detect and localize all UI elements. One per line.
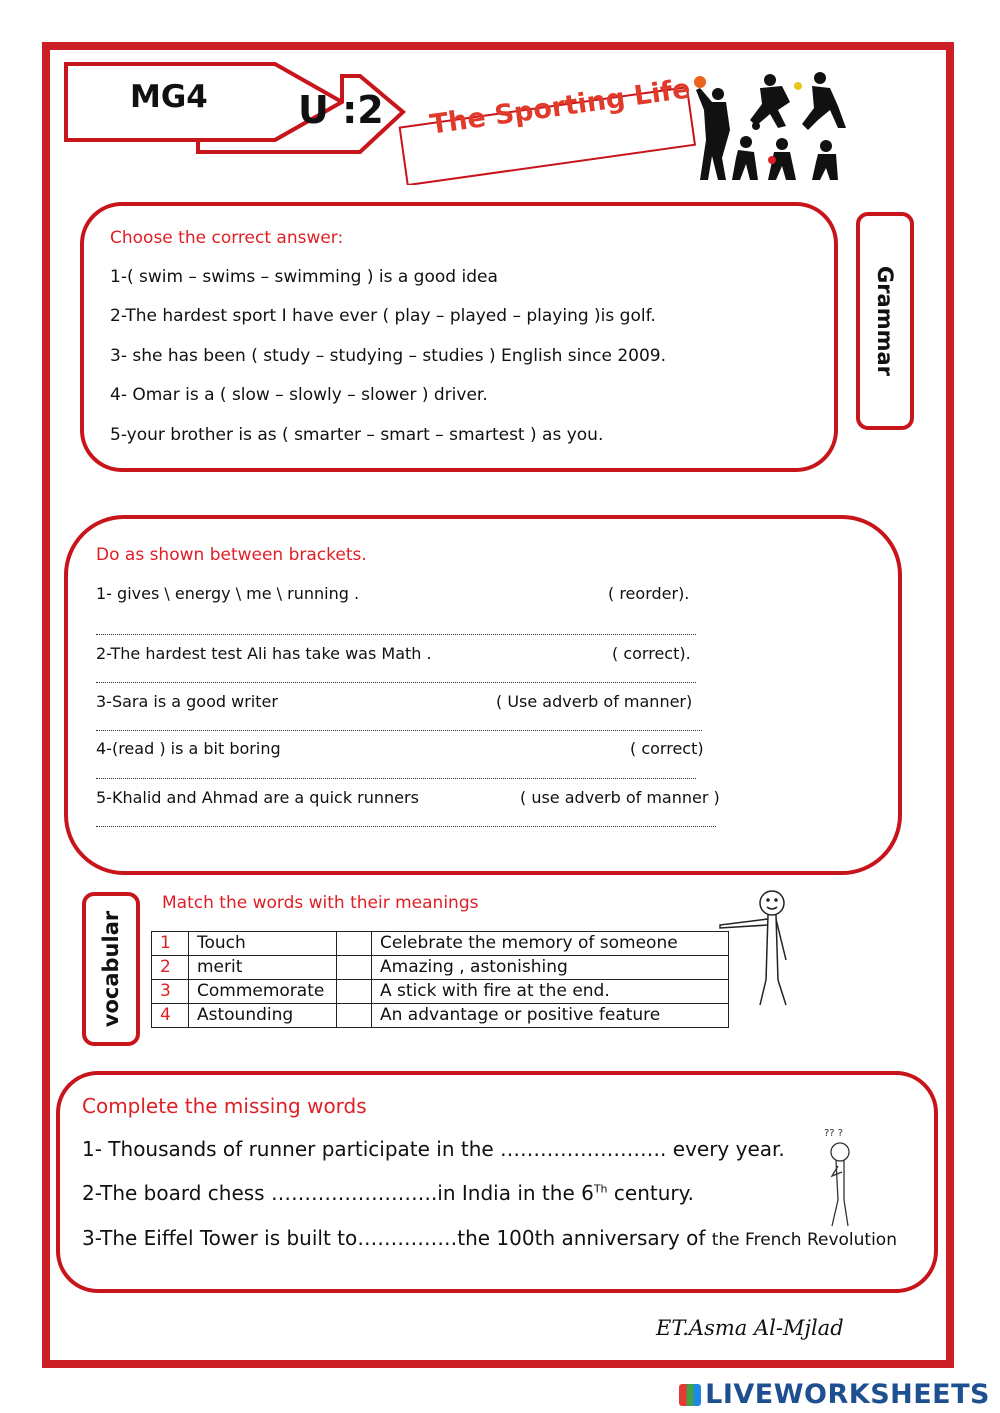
unit-label: U :2	[298, 88, 384, 132]
level-label: MG4	[130, 79, 208, 115]
meaning-cell: Celebrate the memory of someone	[372, 932, 729, 956]
bracket-item-1: 1- gives \ energy \ me \ running .	[96, 584, 360, 603]
bracket-item-4: 4-(read ) is a bit boring	[96, 739, 281, 758]
answer-line-1[interactable]	[96, 634, 696, 635]
missing-words-instruction: Complete the missing words	[82, 1094, 367, 1118]
answer-cell[interactable]	[337, 956, 372, 980]
logo-mark-icon	[679, 1384, 701, 1406]
bracket-item-3: 3-Sara is a good writer	[96, 692, 278, 711]
pointing-figure-image	[716, 885, 796, 1010]
worksheet-title: The Sporting Life	[428, 73, 693, 141]
grammar-question-1: 1-( swim – swims – swimming ) is a good idea	[110, 267, 498, 287]
grammar-question-2: 2-The hardest sport I have ever ( play – played – playing )is golf.	[110, 306, 656, 326]
bracket-item-5: 5-Khalid and Ahmad are a quick runners	[96, 788, 419, 807]
liveworksheets-logo	[679, 1378, 990, 1410]
meaning-cell: An advantage or positive feature	[372, 1004, 729, 1028]
meaning-cell: Amazing , astonishing	[372, 956, 729, 980]
grammar-question-3: 3- she has been ( study – studying – studies ) English since 2009.	[110, 346, 667, 366]
thinking-figure-image	[818, 1124, 864, 1228]
bracket-hint-4: ( correct)	[630, 739, 704, 758]
row-number: 1	[152, 932, 189, 956]
row-number: 2	[152, 956, 189, 980]
sports-silhouettes-image	[686, 70, 856, 185]
answer-line-4[interactable]	[96, 778, 696, 779]
answer-cell[interactable]	[337, 932, 372, 956]
grammar-instruction: Choose the correct answer:	[110, 228, 344, 248]
logo-text: LIVEWORKSHEETS	[705, 1379, 990, 1410]
bracket-hint-3: ( Use adverb of manner)	[496, 692, 693, 711]
answer-line-3[interactable]	[96, 730, 702, 731]
bracket-item-2: 2-The hardest test Ali has take was Math .	[96, 644, 432, 663]
grammar-question-4: 4- Omar is a ( slow – slowly – slower ) driver.	[110, 385, 488, 405]
table-row	[152, 1004, 729, 1028]
word-cell: Commemorate	[189, 980, 337, 1004]
sentence-2-superscript: Th	[593, 1182, 608, 1196]
sentence-3-small: the French Revolution	[711, 1230, 897, 1250]
missing-words-sentence-3	[82, 1226, 897, 1250]
answer-cell[interactable]	[337, 980, 372, 1004]
sentence-2-start: 2-The board chess …………………….in India in the 6	[82, 1181, 594, 1205]
answer-line-2[interactable]	[96, 682, 696, 683]
vocabulary-tab-label: vocabular	[99, 910, 123, 1028]
missing-words-sentence-2	[82, 1181, 694, 1205]
bracket-hint-1: ( reorder).	[608, 584, 690, 603]
grammar-tab-label: Grammar	[873, 265, 897, 377]
sentence-2-end: century.	[607, 1181, 694, 1205]
grammar-question-5: 5-your brother is as ( smarter – smart – smartest ) as you.	[110, 425, 604, 445]
word-cell: merit	[189, 956, 337, 980]
answer-cell[interactable]	[337, 1004, 372, 1028]
brackets-instruction: Do as shown between brackets.	[96, 545, 367, 565]
bracket-hint-5: ( use adverb of manner )	[520, 788, 720, 807]
bracket-hint-2: ( correct).	[612, 644, 691, 663]
row-number: 3	[152, 980, 189, 1004]
answer-line-5[interactable]	[96, 826, 716, 827]
meaning-cell: A stick with fire at the end.	[372, 980, 729, 1004]
sentence-3-main: 3-The Eiffel Tower is built to……………the 100th anniversary of	[82, 1226, 712, 1250]
vocabulary-instruction: Match the words with their meanings	[162, 893, 479, 913]
table-row	[152, 980, 729, 1004]
author-signature: ET.Asma Al-Mjlad	[656, 1316, 844, 1340]
row-number: 4	[152, 1004, 189, 1028]
svg-text:?? ?: ?? ?	[824, 1128, 844, 1139]
word-cell: Touch	[189, 932, 337, 956]
matching-table	[151, 931, 729, 1028]
table-row	[152, 956, 729, 980]
word-cell: Astounding	[189, 1004, 337, 1028]
table-row	[152, 932, 729, 956]
missing-words-sentence-1: 1- Thousands of runner participate in the ……………………. every year.	[82, 1137, 785, 1161]
